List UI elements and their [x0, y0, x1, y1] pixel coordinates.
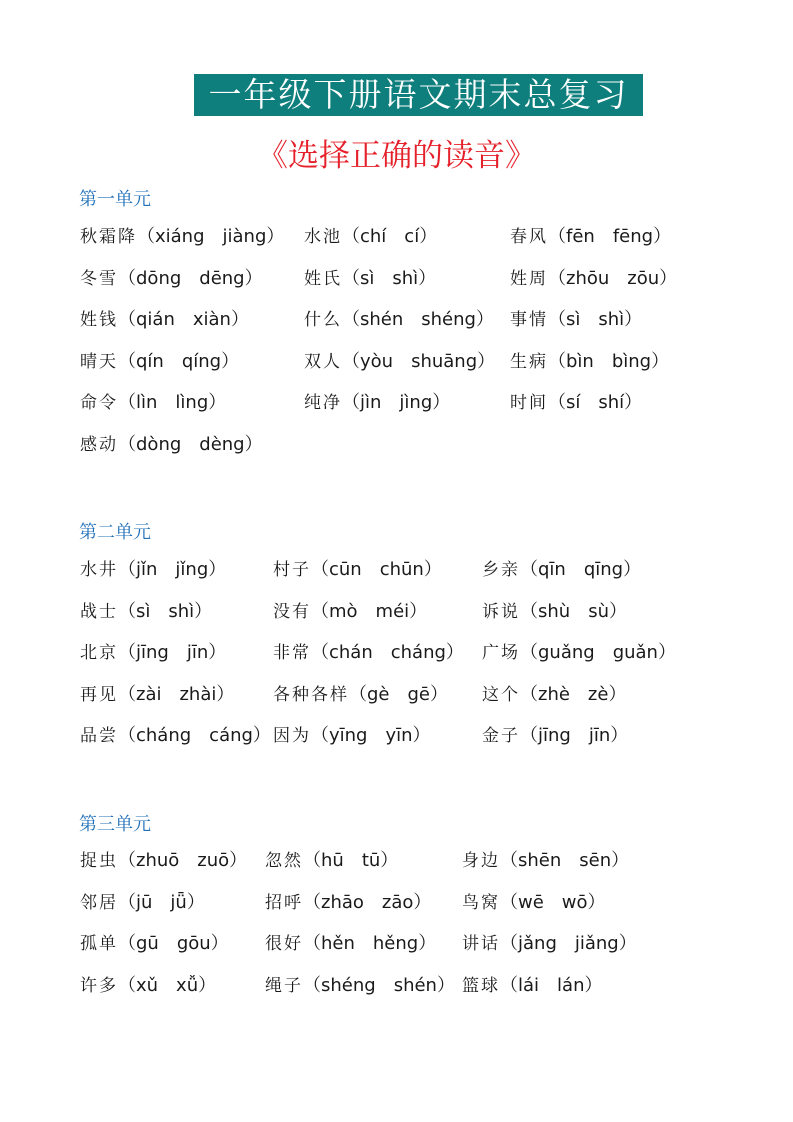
- table-row: [0, 388, 793, 418]
- list-item: 没有（mò méi）: [273, 601, 428, 622]
- list-item: 乡亲（qīn qīng）: [482, 559, 642, 580]
- unit-3-title: 第三单元: [79, 814, 151, 835]
- list-item: 水井（jǐn jǐng）: [80, 559, 227, 580]
- list-item: 诉说（shù sù）: [482, 601, 627, 622]
- list-item: 邻居（jū jǖ）: [80, 892, 205, 913]
- table-row: [0, 264, 793, 294]
- table-row: [0, 305, 793, 335]
- list-item: 生病（bìn bìng）: [510, 351, 670, 372]
- list-item: 村子（cūn chūn）: [273, 559, 442, 580]
- list-item: 冬雪（dōng dēng）: [80, 268, 263, 289]
- list-item: 非常（chán cháng）: [273, 642, 464, 663]
- list-item: 孤单（gū gōu）: [80, 933, 229, 954]
- list-item: 身边（shēn sēn）: [462, 850, 630, 871]
- page-subtitle: 《选择正确的读音》: [257, 138, 536, 174]
- list-item: 命令（lìn lìng）: [80, 392, 227, 413]
- table-row: [0, 597, 793, 627]
- list-item: 什么（shén shéng）: [304, 309, 494, 330]
- list-item: 晴天（qín qíng）: [80, 351, 240, 372]
- unit-2-title: 第二单元: [79, 522, 151, 543]
- list-item: 姓周（zhōu zōu）: [510, 268, 678, 289]
- table-row: [0, 888, 793, 918]
- list-item: 姓氏（sì shì）: [304, 268, 437, 289]
- list-item: 纯净（jìn jìng）: [304, 392, 451, 413]
- list-item: 水池（chí cí）: [304, 226, 438, 247]
- list-item: 忽然（hū tū）: [265, 850, 399, 871]
- list-item: 姓钱（qián xiàn）: [80, 309, 249, 330]
- list-item: 双人（yòu shuāng）: [304, 351, 496, 372]
- list-item: 因为（yīng yīn）: [273, 725, 431, 746]
- list-item: 这个（zhè zè）: [482, 684, 627, 705]
- list-item: 品尝（cháng cáng）: [80, 725, 271, 746]
- table-row: [0, 222, 793, 252]
- page-title: 一年级下册语文期末总复习: [194, 74, 643, 116]
- list-item: 许多（xǔ xǚ）: [80, 975, 217, 996]
- list-item: 讲话（jǎng jiǎng）: [462, 933, 637, 954]
- table-row: [0, 555, 793, 585]
- table-row: [0, 638, 793, 668]
- list-item: 感动（dòng dèng）: [80, 434, 263, 455]
- table-row: [0, 846, 793, 876]
- list-item: 金子（jīng jīn）: [482, 725, 629, 746]
- table-row: [0, 929, 793, 959]
- list-item: 绳子（shéng shén）: [265, 975, 455, 996]
- list-item: 事情（sì shì）: [510, 309, 643, 330]
- list-item: 捉虫（zhuō zuō）: [80, 850, 248, 871]
- table-row: [0, 430, 793, 460]
- list-item: 很好（hěn hěng）: [265, 933, 437, 954]
- list-item: 广场（guǎng guǎn）: [482, 642, 676, 663]
- list-item: 鸟窝（wē wō）: [462, 892, 606, 913]
- list-item: 时间（sí shí）: [510, 392, 643, 413]
- table-row: [0, 721, 793, 751]
- unit-1-title: 第一单元: [79, 189, 151, 210]
- table-row: [0, 347, 793, 377]
- list-item: 篮球（lái lán）: [462, 975, 603, 996]
- list-item: 春风（fēn fēng）: [510, 226, 672, 247]
- list-item: 北京（jīng jīn）: [80, 642, 227, 663]
- list-item: 招呼（zhāo zāo）: [265, 892, 432, 913]
- table-row: [0, 680, 793, 710]
- table-row: [0, 971, 793, 1001]
- list-item: 秋霜降（xiáng jiàng）: [80, 226, 285, 247]
- list-item: 各种各样（gè gē）: [273, 684, 448, 705]
- list-item: 再见（zài zhài）: [80, 684, 235, 705]
- list-item: 战士（sì shì）: [80, 601, 213, 622]
